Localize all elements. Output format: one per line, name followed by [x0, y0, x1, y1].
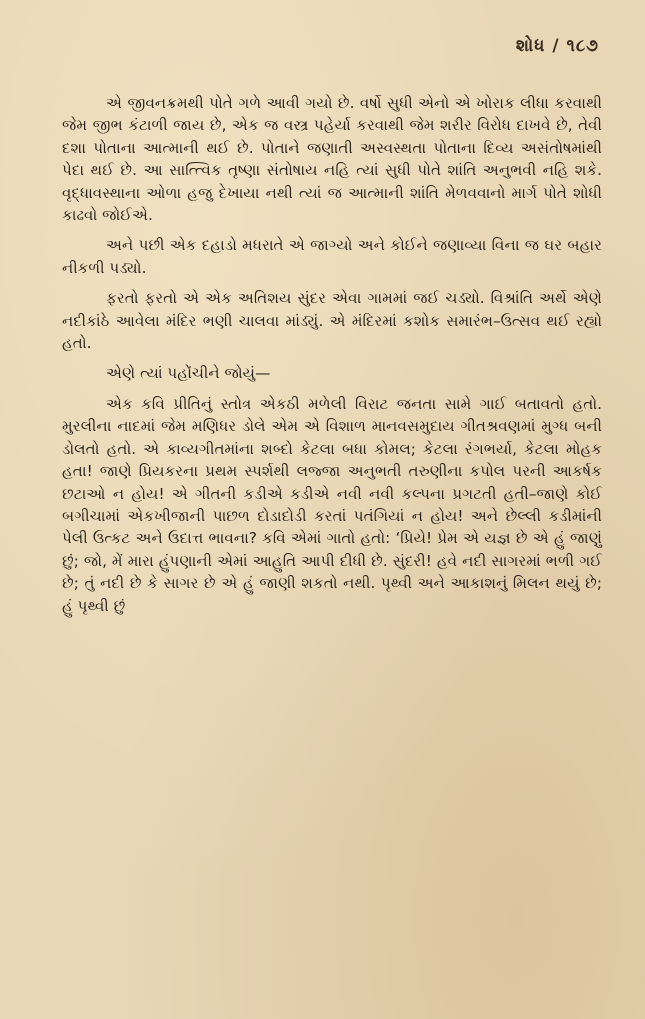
- paragraph: એક કવિ પ્રીતિનું સ્તોત્ર એકઠી મળેલી વિરાટ જનતા સામે ગાઈ બતાવતો હતો. મુરલીના નાદમાં જેમ મણિધર ડોલે એમ એ વિશાળ માનવસમુદાય ગીતશ્રવણમાં મુગ્ધ બની ડોલતો હતો. એ કાવ્યગીતમાંના શબ્દો કેટલા બધા કોમલ; કેટલા રંગભર્યા, કેટલા મોહક હતા! જાણે પ્રિયકરના પ્રથમ સ્પર્શથી લજ્જા અનુભતી તરુણીના કપોલ પરની આકર્ષક છટાઓ ન હોય! એ ગીતની કડીએ કડીએ નવી નવી કલ્પના પ્રગટતી હતી–જાણે કોઈ બગીચામાં એકખીજાની પાછળ દોડાદોડી કરતાં પતંગિયાં ન હોય! અને છેલ્લી કડીમાંની પેલી ઉત્કટ અને ઉદાત્ત ભાવના? કવિ એમાં ગાતો હતો: ‘પ્રિયે! પ્રેમ એ યજ્ઞ છે એ હું જાણું છું; જો, મેં મારા હુંપણાની એમાં આહુતિ આપી દીધી છે. સુંદરી! હવે નદી સાગરમાં ભળી ગઈ છે; તું નદી છે કે સાગર છે એ હું જાણી શકતો નથી. પૃથ્વી અને આકાશનું મિલન થયું છે; હું પૃથ્વી છું: [62, 394, 602, 615]
- paragraph: એણે ત્યાં પહોંચીને જોયું—: [106, 364, 271, 383]
- page-header: શોધ / ૧૮૭: [515, 36, 599, 56]
- paragraph: ફરતો ફરતો એ એક અતિશય સુંદર એવા ગામમાં જઈ ચડ્યો. વિશ્રાંતિ અર્થે એણે નદીકાંઠે આવેલા મંદિર ભણી ચાલવા માંડ્યું. એ મંદિરમાં કશોક સમારંભ–ઉત્સવ થઈ રહ્યો હતો.: [62, 289, 602, 353]
- paragraph: એ જીવનક્રમથી પોતે ગળે આવી ગયો છે. વર્ષો સુધી એનો એ ખોરાક લીધા કરવાથી જેમ જીભ કંટાળી જાય છે, એક જ વસ્ત્ર પહેર્યા કરવાથી જેમ શરીર વિરોધ દાખવે છે, તેવી દશા પોતાના આત્માની થઈ છે. પોતાને જણાતી અસ્વસ્થતા પોતાના દિવ્ય અસંતોષમાંથી પેદા થઈ છે. આ સાત્ત્વિક તૃષ્ણા સંતોષાય નહિ ત્યાં સુધી પોતે શાંતિ અનુભવી નહિ શકે. વૃદ્ધાવસ્થાના ઓળા હજુ દેખાયા નથી ત્યાં જ આત્માની શાંતિ મેળવવાનો માર્ગ પોતે શોધી કાઢવો જોઈએ.: [62, 94, 602, 225]
- page-body: [62, 92, 602, 617]
- paragraph: અને પછી એક દહાડો મધરાતે એ જાગ્યો અને કોઈને જણાવ્યા વિના જ ઘર બહાર નીકળી પડ્યો.: [62, 236, 602, 277]
